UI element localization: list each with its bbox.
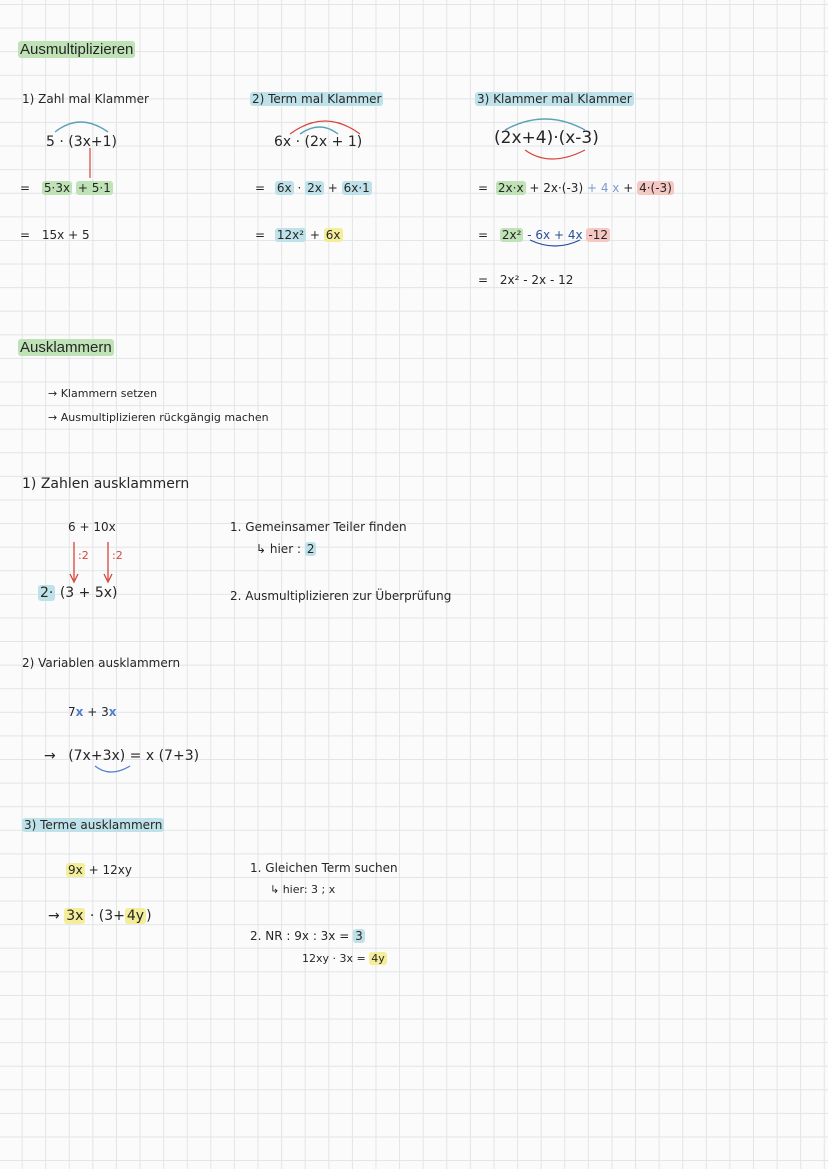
zahlen-heading: 1) Zahlen ausklammern (22, 476, 190, 492)
ex2-expression: 6x · (2x + 1) (274, 134, 363, 150)
zahlen-step2: 2. Ausmultiplizieren zur Überprüfung (230, 589, 452, 603)
ex3-expression: (2x+4)·(x-3) (494, 128, 599, 148)
ex1-heading: 1) Zahl mal Klammer (22, 92, 149, 106)
ex3-line2: = 2x² - 6x + 4x -12 (478, 228, 609, 242)
terme-line2: → 3x · (3+ 4y ) (48, 908, 152, 924)
bullet-rueckgaengig: → Ausmultiplizieren rückgängig machen (48, 411, 269, 424)
terme-hint: ↳ hier: 3 ; x (270, 883, 336, 896)
zahlen-step1: 1. Gemeinsamer Teiler finden (230, 520, 407, 534)
terme-step2-b: 12xy · 3x = 4y (302, 952, 385, 965)
zahlen-expression: 6 + 10x (68, 520, 116, 534)
zahlen-divide-2: :2 (112, 549, 123, 562)
terme-step2: 2. NR : 9x : 3x = 3 (250, 929, 363, 943)
terme-expression: 9x + 12xy (68, 863, 132, 877)
section-title-ausklammern: Ausklammern (20, 339, 112, 356)
ex1-line1: = 5·3x + 5·1 (20, 181, 111, 195)
variablen-line2: → (7x+3x) = x (7+3) (44, 748, 200, 764)
ex1-line2: = 15x + 5 (20, 228, 90, 242)
zahlen-divide-1: :2 (78, 549, 89, 562)
terme-heading: 3) Terme ausklammern (24, 818, 163, 832)
bullet-klammern-setzen: → Klammern setzen (48, 387, 158, 400)
ex2-line2: = 12x² + 6x (255, 228, 341, 242)
zahlen-result: 2· (3 + 5x) (40, 585, 118, 601)
ex2-line1: = 6x · 2x + 6x·1 (255, 181, 370, 195)
terme-step1: 1. Gleichen Term suchen (250, 861, 398, 875)
ex2-heading: 2) Term mal Klammer (252, 92, 382, 106)
variablen-heading: 2) Variablen ausklammern (22, 656, 181, 670)
zahlen-hint: ↳ hier : 2 (256, 542, 315, 556)
ex1-expression: 5 · (3x+1) (46, 134, 118, 150)
variablen-expression: 7x + 3x (68, 705, 117, 719)
ex3-line3: = 2x² - 2x - 12 (478, 273, 574, 287)
section-title-ausmultiplizieren: Ausmultiplizieren (20, 41, 134, 58)
ex3-heading: 3) Klammer mal Klammer (477, 92, 632, 106)
ex3-line1: = 2x·x + 2x·(-3) + 4 x + 4·(-3) (478, 181, 672, 195)
